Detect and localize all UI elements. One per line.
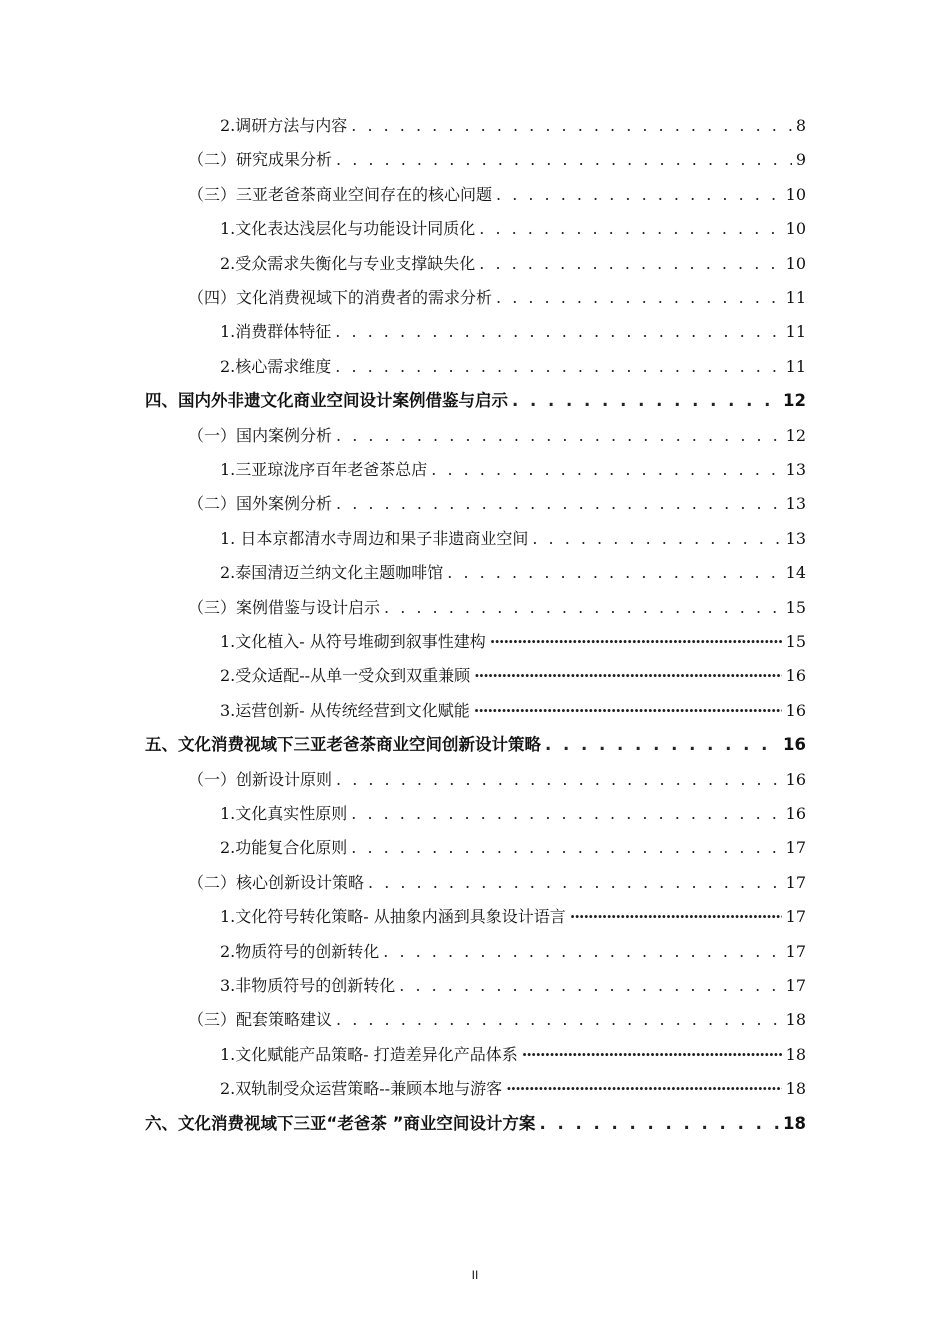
toc-entry[interactable] bbox=[220, 659, 806, 693]
toc-entry-title: （二）核心创新设计策略 bbox=[188, 872, 365, 892]
dot-leader bbox=[399, 969, 781, 1003]
toc-entry-title: （三）配套策略建议 bbox=[188, 1010, 333, 1030]
toc-entry[interactable] bbox=[220, 935, 806, 969]
toc-entry-page: 15 bbox=[785, 597, 806, 617]
dot-leader bbox=[474, 694, 782, 728]
toc-entry-page: 18 bbox=[785, 1010, 806, 1030]
dot-leader bbox=[383, 935, 781, 969]
toc-entry[interactable] bbox=[220, 315, 806, 349]
dot-leader bbox=[539, 1107, 779, 1141]
toc-entry[interactable] bbox=[220, 453, 806, 487]
toc-entry-title: 2.调研方法与内容 bbox=[220, 116, 348, 135]
toc-entry-title: （二）研究成果分析 bbox=[188, 150, 333, 170]
toc-entry-title: 2.受众适配--从单一受众到双重兼顾 bbox=[220, 666, 471, 686]
toc-entry[interactable] bbox=[188, 178, 806, 212]
toc-entry-page: 9 bbox=[795, 150, 806, 170]
toc-entry-title: 1.三亚琼泷序百年老爸茶总店 bbox=[220, 460, 428, 479]
toc-entry-title: （一）国内案例分析 bbox=[188, 425, 333, 445]
toc-entry[interactable] bbox=[220, 797, 806, 831]
dot-leader bbox=[512, 384, 779, 418]
toc-entry-page: 16 bbox=[785, 804, 806, 823]
toc-entry-title: （一）创新设计原则 bbox=[188, 769, 333, 789]
toc-entry-title: 3.非物质符号的创新转化 bbox=[220, 976, 396, 995]
toc-entry-page: 17 bbox=[785, 907, 806, 927]
toc-entry-title: 2.双轨制受众运营策略--兼顾本地与游客 bbox=[220, 1079, 503, 1099]
toc-entry[interactable] bbox=[220, 109, 806, 143]
toc-entry-page: 18 bbox=[785, 1044, 806, 1064]
toc-entry-page: 16 bbox=[783, 735, 806, 755]
toc-entry-page: 13 bbox=[785, 494, 806, 514]
toc-entry-page: 11 bbox=[785, 322, 806, 342]
toc-entry-page: 14 bbox=[785, 563, 806, 583]
toc-entry-page: 8 bbox=[795, 116, 806, 135]
toc-entry-page: 17 bbox=[785, 838, 806, 858]
toc-entry[interactable] bbox=[220, 556, 806, 590]
toc-entry[interactable] bbox=[188, 1003, 806, 1037]
toc-entry-title: 1.消费群体特征 bbox=[220, 322, 332, 342]
toc-entry-page: 12 bbox=[783, 391, 806, 411]
toc-entry-title: （三）三亚老爸茶商业空间存在的核心问题 bbox=[188, 184, 493, 204]
toc-entry-page: 16 bbox=[785, 666, 806, 686]
dot-leader bbox=[431, 453, 781, 487]
toc-entry-page: 13 bbox=[785, 528, 806, 548]
toc-entry[interactable] bbox=[220, 1038, 806, 1072]
dot-leader bbox=[479, 247, 781, 281]
toc-entry-title: 2.核心需求维度 bbox=[220, 356, 332, 376]
toc-entry-page: 18 bbox=[783, 1113, 806, 1133]
toc-entry-title: 2.功能复合化原则 bbox=[220, 838, 348, 858]
toc-entry[interactable] bbox=[145, 1107, 806, 1141]
toc-entry-page: 13 bbox=[785, 460, 806, 479]
toc-entry-title: 1.文化真实性原则 bbox=[220, 804, 348, 823]
toc-entry[interactable] bbox=[220, 625, 806, 659]
dot-leader bbox=[351, 797, 781, 831]
toc-entry-title: （三）案例借鉴与设计启示 bbox=[188, 597, 381, 617]
toc-entry[interactable] bbox=[220, 247, 806, 281]
toc-entry[interactable] bbox=[188, 281, 806, 315]
toc-entry-title: （四）文化消费视域下的消费者的需求分析 bbox=[188, 288, 493, 307]
toc-entry-title: 2.泰国清迈兰纳文化主题咖啡馆 bbox=[220, 563, 444, 583]
toc-entry-page: 10 bbox=[785, 219, 806, 239]
toc-entry-page: 17 bbox=[785, 976, 806, 995]
toc-entry-title: 四、国内外非遗文化商业空间设计案例借鉴与启示 bbox=[145, 391, 508, 411]
dot-leader bbox=[335, 350, 781, 384]
toc-entry-page: 16 bbox=[785, 700, 806, 720]
toc-entry[interactable] bbox=[145, 384, 806, 418]
toc-entry[interactable] bbox=[188, 419, 806, 453]
toc-entry[interactable] bbox=[188, 487, 806, 521]
dot-leader bbox=[351, 831, 781, 865]
toc-entry[interactable] bbox=[220, 900, 806, 934]
toc-entry-page: 15 bbox=[785, 632, 806, 651]
dot-leader bbox=[384, 591, 782, 625]
toc-entry-page: 10 bbox=[785, 184, 806, 204]
dot-leader bbox=[336, 487, 782, 521]
dot-leader bbox=[368, 866, 782, 900]
toc-entry[interactable] bbox=[220, 350, 806, 384]
toc-entry[interactable] bbox=[220, 522, 806, 556]
dot-leader bbox=[490, 625, 782, 659]
page-number: II bbox=[471, 1268, 479, 1282]
toc-entry-page: 17 bbox=[785, 941, 806, 961]
toc-entry-title: 2.受众需求失衡化与专业支撑缺失化 bbox=[220, 253, 476, 273]
dot-leader bbox=[496, 281, 782, 315]
toc-entry-title: 1.文化符号转化策略- 从抽象内涵到具象设计语言 bbox=[220, 907, 566, 927]
toc-entry[interactable] bbox=[220, 1072, 806, 1106]
toc-entry-title: 1.文化表达浅层化与功能设计同质化 bbox=[220, 219, 476, 239]
toc-entry-title: 3.运营创新- 从传统经营到文化赋能 bbox=[220, 700, 470, 720]
dot-leader bbox=[447, 556, 781, 590]
dot-leader bbox=[335, 315, 781, 349]
toc-entry-title: 1. 日本京都清水寺周边和果子非遗商业空间 bbox=[220, 528, 529, 548]
dot-leader bbox=[545, 728, 779, 762]
dot-leader bbox=[506, 1072, 782, 1106]
toc-entry[interactable] bbox=[188, 866, 806, 900]
dot-leader bbox=[532, 522, 781, 556]
toc-entry-title: 五、文化消费视域下三亚老爸茶商业空间创新设计策略 bbox=[145, 735, 541, 755]
toc-entry[interactable] bbox=[188, 591, 806, 625]
toc-entry-page: 17 bbox=[785, 872, 806, 892]
toc-entry-title: 六、文化消费视域下三亚“老爸茶 ”商业空间设计方案 bbox=[145, 1113, 536, 1133]
toc-entry-page: 11 bbox=[785, 356, 806, 376]
dot-leader bbox=[336, 143, 792, 177]
toc-entry-page: 11 bbox=[785, 288, 806, 307]
toc-entry-page: 18 bbox=[785, 1079, 806, 1099]
toc-entry-page: 12 bbox=[785, 425, 806, 445]
dot-leader bbox=[474, 659, 782, 693]
toc-entry-page: 16 bbox=[785, 769, 806, 789]
toc-entry[interactable] bbox=[220, 212, 806, 246]
toc-entry-title: 1.文化赋能产品策略- 打造差异化产品体系 bbox=[220, 1044, 518, 1064]
dot-leader bbox=[351, 109, 792, 143]
dot-leader bbox=[496, 178, 782, 212]
dot-leader bbox=[336, 1003, 782, 1037]
dot-leader bbox=[522, 1038, 782, 1072]
toc-entry-page: 10 bbox=[785, 253, 806, 273]
toc-entry[interactable] bbox=[145, 728, 806, 762]
toc-entry[interactable] bbox=[220, 969, 806, 1003]
toc-entry[interactable] bbox=[220, 694, 806, 728]
toc-entry[interactable] bbox=[220, 831, 806, 865]
toc-entry-title: 1.文化植入- 从符号堆砌到叙事性建构 bbox=[220, 632, 486, 651]
dot-leader bbox=[479, 212, 781, 246]
toc-entry[interactable] bbox=[188, 763, 806, 797]
toc-entry-title: 2.物质符号的创新转化 bbox=[220, 941, 380, 961]
toc-entry[interactable] bbox=[188, 143, 806, 177]
dot-leader bbox=[336, 419, 782, 453]
toc-entry-title: （二）国外案例分析 bbox=[188, 494, 333, 514]
dot-leader bbox=[336, 763, 782, 797]
dot-leader bbox=[570, 900, 782, 934]
